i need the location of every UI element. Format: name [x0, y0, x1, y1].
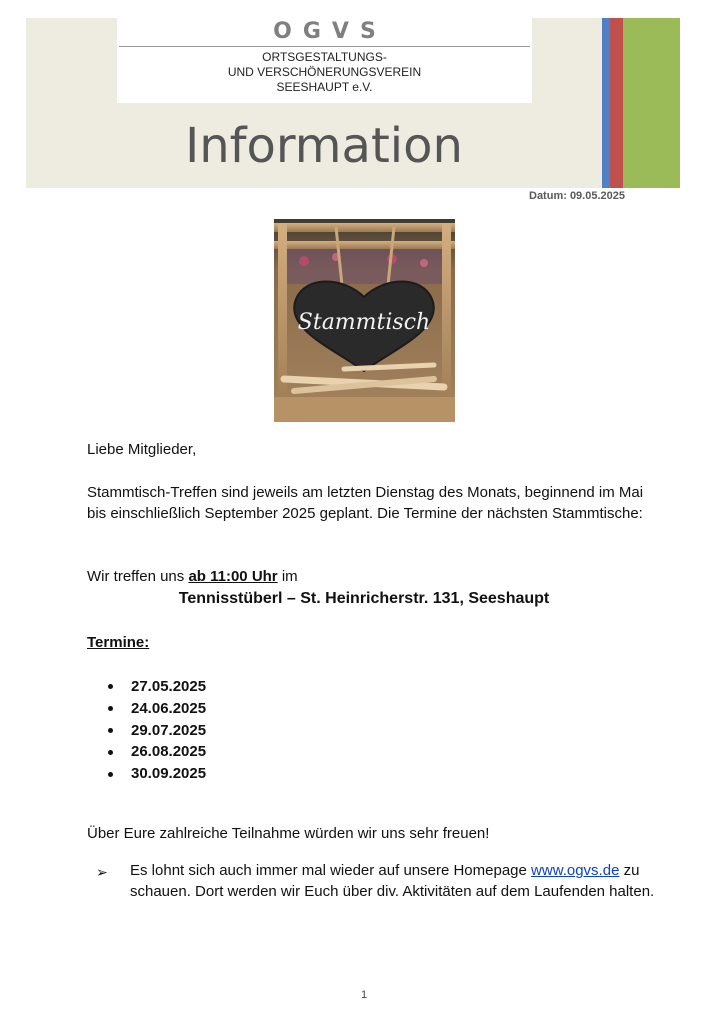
logo-line-3: SEESHAUPT e.V. [276, 80, 373, 94]
homepage-link[interactable]: www.ogvs.de [531, 862, 620, 879]
logo-divider [119, 46, 530, 47]
greeting: Liebe Mitglieder, [87, 441, 197, 458]
date-item [108, 698, 206, 720]
page-number: 1 [360, 989, 368, 1001]
stammtisch-sign-text: Stammtisch [297, 310, 431, 335]
document-title: Information [185, 118, 463, 174]
termine-heading: Termine: [87, 634, 150, 651]
logo-line-1: ORTSGESTALTUNGS- [262, 50, 387, 64]
stammtisch-photo [274, 219, 455, 422]
date-text: 26.08.2025 [131, 743, 207, 761]
closing-line: Über Eure zahlreiche Teilnahme würden wir uns sehr freuen! [87, 825, 490, 842]
arrow-bullet-icon: ➢ [96, 864, 108, 880]
date-text: 24.06.2025 [131, 699, 207, 717]
date-text: 30.09.2025 [131, 765, 207, 783]
date-text: 27.05.2025 [131, 678, 207, 695]
bullet-icon [108, 772, 113, 777]
note-suffix: zu schauen. Dort werden wir Euch über div. Aktivitäten auf dem Laufenden halten. [130, 862, 655, 900]
bullet-icon [108, 728, 113, 733]
date-text: 29.07.2025 [131, 721, 207, 739]
date-item [108, 741, 206, 763]
date-item [108, 720, 206, 742]
bullet-icon [108, 684, 113, 689]
stammtisch-sign-illustration [274, 219, 455, 422]
logo-mark: OGVS [273, 19, 387, 44]
meeting-time-line [87, 566, 647, 587]
meeting-time: ab 11:00 Uhr [188, 568, 278, 585]
note-prefix: Es lohnt sich auch immer mal wieder auf unsere Homepage [130, 862, 527, 879]
bullet-icon [108, 750, 113, 755]
bullet-icon [108, 706, 113, 711]
homepage-note [130, 860, 660, 902]
association-logo [117, 18, 532, 103]
meeting-suffix: im [281, 568, 298, 585]
logo-line-2: UND VERSCHÖNERUNGSVEREIN [227, 65, 422, 79]
date-item [108, 763, 206, 785]
document-date: Datum: 09.05.2025 [529, 190, 625, 202]
intro-paragraph: Stammtisch-Treffen sind jeweils am letzten Dienstag des Monats, beginnend im Mai bis einschließlich September 2025 geplant. Die Termine der nächsten Stammtische: [87, 484, 644, 522]
venue-address: Tennisstüberl – St. Heinricherstr. 131, Seeshaupt [178, 590, 550, 607]
dates-list [108, 676, 206, 785]
meeting-prefix: Wir treffen uns [87, 568, 185, 585]
date-item [108, 676, 206, 698]
